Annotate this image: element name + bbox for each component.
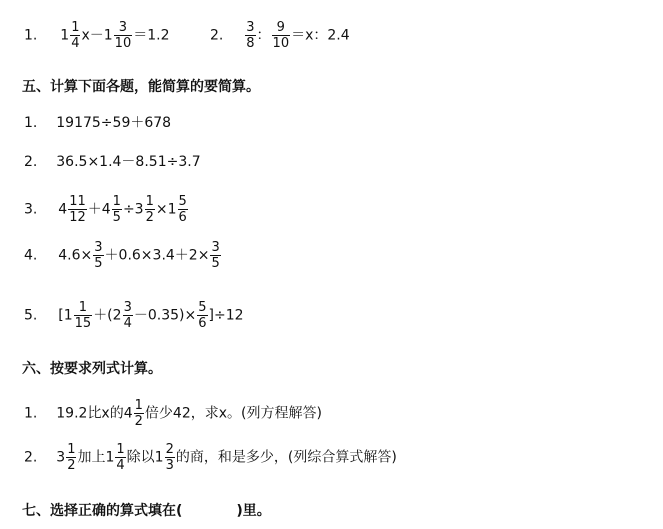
fraction: $\frac{5}{6}$ bbox=[178, 194, 187, 225]
fraction: $\frac{9}{10}$ bbox=[272, 20, 290, 51]
section-heading: 五、计算下面各题，能简算的要简算。 bbox=[22, 79, 260, 95]
equation-row bbox=[210, 20, 350, 51]
problem-row bbox=[24, 240, 222, 271]
question-number: 2. bbox=[210, 27, 224, 44]
question-number: 2. bbox=[24, 154, 38, 170]
expression-text: 除以1 bbox=[126, 449, 164, 466]
question-number: 3. bbox=[24, 201, 38, 218]
fraction: $\frac{3}{8}$ bbox=[246, 20, 255, 51]
expression-text: ＝x：2.4 bbox=[291, 27, 350, 44]
fraction: $\frac{5}{6}$ bbox=[198, 300, 207, 331]
fraction: $\frac{2}{3}$ bbox=[165, 442, 174, 473]
expression-text: ＝1.2 bbox=[133, 27, 170, 44]
expression-text: ÷3 bbox=[122, 201, 144, 218]
expression-text: x－1 bbox=[81, 27, 113, 44]
fraction: $\frac{1}{4}$ bbox=[71, 20, 80, 51]
section-heading-part: 七、选择正确的算式填在( bbox=[22, 503, 183, 519]
whole-part: 4 bbox=[58, 201, 68, 218]
expression-text: 4.6× bbox=[58, 247, 93, 264]
expression-text: 19.2比x的4 bbox=[56, 405, 133, 422]
section-heading-part: )里。 bbox=[236, 503, 271, 519]
expression-text: 的商，和是多少，(列综合算式解答) bbox=[175, 449, 397, 466]
question-number: 5. bbox=[24, 307, 38, 324]
problem-row bbox=[24, 300, 244, 331]
question-number: 1. bbox=[24, 115, 38, 131]
fraction: $\frac{3}{5}$ bbox=[211, 240, 220, 271]
fraction: $\frac{1}{2}$ bbox=[145, 194, 154, 225]
question-number: 1. bbox=[24, 27, 38, 44]
fraction: $\frac{3}{4}$ bbox=[123, 300, 132, 331]
problem-row bbox=[24, 194, 189, 225]
expression-text: －0.35)× bbox=[133, 307, 197, 324]
expression-text: ]÷12 bbox=[208, 307, 244, 324]
expression-text: [1 bbox=[58, 307, 73, 324]
equation-row bbox=[24, 20, 169, 51]
expression-text: ×1 bbox=[155, 201, 177, 218]
section-heading bbox=[22, 500, 271, 520]
whole-part: 1 bbox=[60, 27, 70, 44]
whole-part: 3 bbox=[56, 449, 66, 466]
problem-row bbox=[24, 398, 322, 429]
fraction: $\frac{11}{12}$ bbox=[69, 194, 86, 225]
question-number: 2. bbox=[24, 449, 38, 466]
fraction: $\frac{3}{10}$ bbox=[114, 20, 132, 51]
expression-text: 19175÷59＋678 bbox=[56, 115, 172, 131]
section-heading: 六、按要求列式计算。 bbox=[22, 361, 162, 377]
question-number: 1. bbox=[24, 405, 38, 422]
fraction: $\frac{1}{5}$ bbox=[112, 194, 121, 225]
fraction: $\frac{1}{15}$ bbox=[74, 300, 92, 331]
problem-row bbox=[24, 153, 201, 171]
expression-text: 加上1 bbox=[77, 449, 115, 466]
fraction: $\frac{1}{2}$ bbox=[134, 398, 143, 429]
expression-text: ＋4 bbox=[87, 201, 111, 218]
fraction: $\frac{1}{2}$ bbox=[67, 442, 76, 473]
question-number: 4. bbox=[24, 247, 38, 264]
problem-row bbox=[24, 114, 171, 132]
expression-text: 36.5×1.4－8.51÷3.7 bbox=[56, 154, 201, 170]
expression-text: 倍少42，求x。(列方程解答) bbox=[144, 405, 322, 422]
expression-text: ： bbox=[256, 27, 271, 44]
expression-text: ＋0.6×3.4＋2× bbox=[104, 247, 210, 264]
fraction: $\frac{3}{5}$ bbox=[94, 240, 103, 271]
problem-row bbox=[24, 442, 397, 473]
expression-text: ＋(2 bbox=[93, 307, 122, 324]
fraction: $\frac{1}{4}$ bbox=[116, 442, 125, 473]
